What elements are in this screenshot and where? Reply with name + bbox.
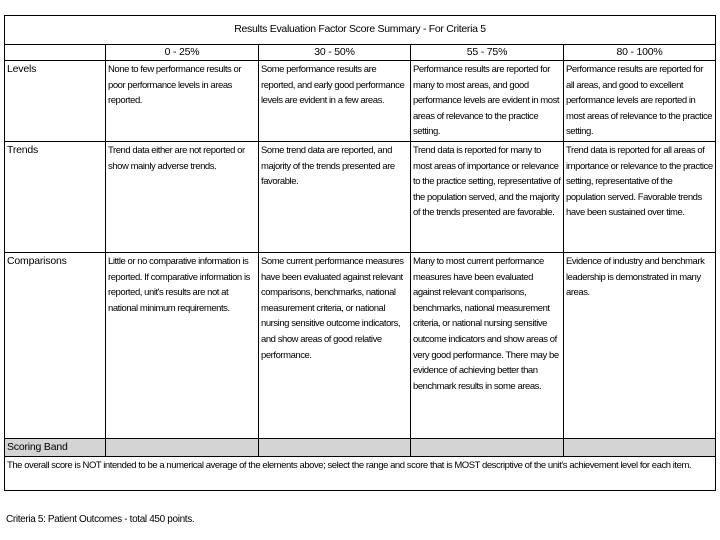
- cell-comparisons-0-25: Little or no comparative information is reported. If comparative information is reported, unit's results are not at national minimum requirements.: [106, 252, 259, 438]
- cell-trends-30-50: Some trend data are reported, and majority of the trends presented are favorable.: [259, 141, 411, 252]
- row-label-comparisons: Comparisons: [5, 252, 106, 438]
- row-label-trends: Trends: [5, 141, 106, 252]
- cell-comparisons-55-75: Many to most current performance measures have been evaluated against relevant comparisons, benchmarks, national measurement criteria, or national nursing sensitive outcome indicators and show areas of very good performance. There may be evidence of achieving better than benchmark results in some areas.: [411, 252, 564, 438]
- header-blank: [5, 45, 106, 61]
- cell-levels-80-100: Performance results are reported for all areas, and good to excellent performance levels are reported in most areas of relevance to the practice setting.: [564, 61, 716, 142]
- table-row-levels: [5, 61, 716, 142]
- cell-trends-0-25: Trend data either are not reported or show mainly adverse trends.: [106, 141, 259, 252]
- cell-comparisons-80-100: Evidence of industry and benchmark leadership is demonstrated in many areas.: [564, 252, 716, 438]
- column-header-80-100: 80 - 100%: [564, 45, 716, 61]
- scoring-band-cell-30-50: [259, 438, 411, 456]
- scoring-band-cell-0-25: [106, 438, 259, 456]
- note-row: [5, 456, 716, 490]
- criteria-footer: Criteria 5: Patient Outcomes - total 450 points.: [6, 514, 195, 525]
- row-label-levels: Levels: [5, 61, 106, 142]
- scoring-band-label: Scoring Band: [5, 438, 106, 456]
- table-row-trends: [5, 141, 716, 252]
- cell-levels-55-75: Performance results are reported for many to most areas, and good performance levels are evident in most areas of relevance to the practice setting.: [411, 61, 564, 142]
- cell-levels-0-25: None to few performance results or poor performance levels in areas reported.: [106, 61, 259, 142]
- column-header-30-50: 30 - 50%: [259, 45, 411, 61]
- cell-comparisons-30-50: Some current performance measures have been evaluated against relevant comparisons, benchmarks, national measurement criteria, or national nursing sensitive outcome indicators, and show areas of good relative performance.: [259, 252, 411, 438]
- column-header-55-75: 55 - 75%: [411, 45, 564, 61]
- table-row-comparisons: [5, 252, 716, 438]
- scoring-band-row: [5, 438, 716, 456]
- cell-trends-55-75: Trend data is reported for many to most areas of importance or relevance to the practice setting, representative of the population served, and the majority of the trends presented are favorable.: [411, 141, 564, 252]
- column-header-0-25: 0 - 25%: [106, 45, 259, 61]
- scoring-band-cell-55-75: [411, 438, 564, 456]
- cell-levels-30-50: Some performance results are reported, and early good performance levels are evident in a few areas.: [259, 61, 411, 142]
- scoring-note: The overall score is NOT intended to be a numerical average of the elements above; select the range and score that is MOST descriptive of the unit's achievement level for each item.: [5, 456, 716, 490]
- score-summary-table: [4, 15, 716, 491]
- scoring-band-cell-80-100: [564, 438, 716, 456]
- cell-trends-80-100: Trend data is reported for all areas of importance or relevance to the practice setting, representative of the population served. Favorable trends have been sustained over time.: [564, 141, 716, 252]
- column-header-row: [5, 45, 716, 61]
- table-title: Results Evaluation Factor Score Summary - For Criteria 5: [5, 16, 716, 45]
